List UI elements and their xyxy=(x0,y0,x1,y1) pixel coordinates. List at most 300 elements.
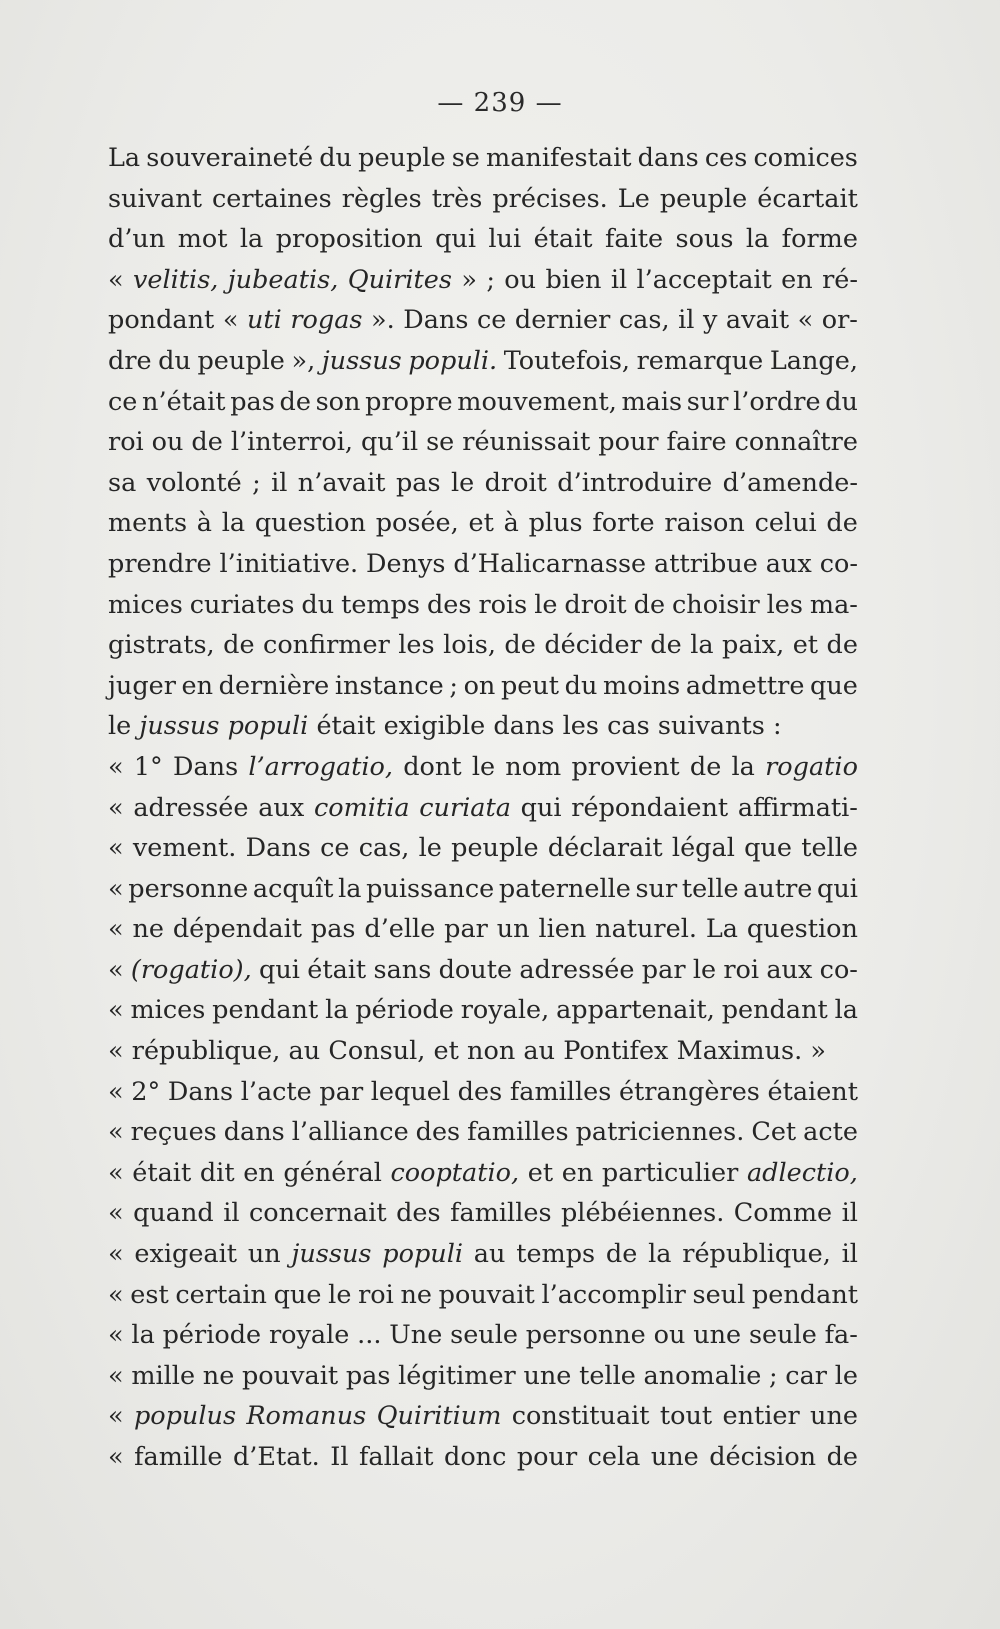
word: il xyxy=(841,1198,858,1229)
word: de xyxy=(826,630,858,661)
word: les xyxy=(562,711,599,742)
word: ou xyxy=(504,264,537,295)
word: le xyxy=(534,589,558,620)
word: raison xyxy=(664,508,745,539)
word: tout xyxy=(659,1401,713,1432)
word: « xyxy=(108,1360,124,1391)
word: l’ordre xyxy=(733,386,821,417)
word: la xyxy=(648,1239,672,1270)
word: et xyxy=(792,630,819,661)
word: la xyxy=(745,224,770,255)
text-line xyxy=(108,585,858,626)
word: sur xyxy=(635,873,678,904)
text-line xyxy=(108,788,858,829)
word: juger xyxy=(108,670,176,701)
word: des xyxy=(426,589,472,620)
word: était xyxy=(307,954,367,985)
word: sans xyxy=(373,954,432,985)
word: par xyxy=(444,914,488,945)
word: « xyxy=(108,1198,124,1229)
word: du xyxy=(825,386,858,417)
word: que xyxy=(273,1279,322,1310)
word: La xyxy=(705,914,738,945)
word: dre xyxy=(108,345,152,376)
word: le xyxy=(418,833,442,864)
word: populi xyxy=(382,1239,463,1270)
word: concernait xyxy=(248,1198,387,1229)
word: acte xyxy=(803,1117,858,1148)
word: peuple xyxy=(451,833,539,864)
word: temps xyxy=(341,589,421,620)
word: « xyxy=(222,305,239,336)
word: dernier xyxy=(514,305,611,336)
text-line xyxy=(108,503,858,544)
word: jussus xyxy=(291,1239,372,1270)
word: royale xyxy=(268,1320,350,1351)
word: La xyxy=(108,143,141,173)
text-line xyxy=(108,747,858,788)
word: qui xyxy=(259,954,300,985)
word: Dans xyxy=(403,305,469,336)
word: l’acceptait xyxy=(636,264,772,295)
word: dépendait xyxy=(172,914,303,945)
word: l’initiative. xyxy=(219,548,359,579)
word: ; xyxy=(449,670,458,701)
word: certain xyxy=(175,1279,267,1310)
word: peuple xyxy=(197,345,285,376)
word: au xyxy=(523,1036,556,1067)
word: il xyxy=(841,1239,858,1270)
word: ... xyxy=(357,1320,382,1351)
word: de xyxy=(223,630,255,661)
word: la xyxy=(834,995,858,1026)
text-line xyxy=(108,219,858,260)
word: particulier xyxy=(601,1157,739,1188)
word: l’alliance xyxy=(291,1117,409,1148)
word: Consul, xyxy=(328,1036,426,1067)
word: constituait xyxy=(511,1401,650,1432)
word: manifestait xyxy=(486,143,632,173)
word: « xyxy=(108,1076,124,1107)
word: qu’il xyxy=(360,427,419,458)
word: qui xyxy=(817,873,858,904)
text-line xyxy=(108,1275,858,1316)
word: instance xyxy=(334,670,444,701)
word: plébéiennes. xyxy=(560,1198,725,1229)
word: il xyxy=(271,467,288,498)
word: faite xyxy=(604,224,664,255)
word: « xyxy=(797,305,814,336)
word: populus xyxy=(133,1401,237,1432)
word: période xyxy=(355,995,454,1026)
text-line xyxy=(108,1396,858,1437)
word: était xyxy=(316,711,376,742)
word: lois, xyxy=(443,630,496,661)
text-line xyxy=(108,950,858,991)
word: en xyxy=(781,264,813,295)
word: paternelle xyxy=(498,873,631,904)
word: l’interroi, xyxy=(230,427,353,458)
word: de xyxy=(633,589,666,620)
word: faire xyxy=(666,427,727,458)
word: puissance xyxy=(366,873,495,904)
word: dernière xyxy=(218,670,330,701)
word: exigeait xyxy=(134,1239,238,1270)
word: ne xyxy=(400,1279,432,1310)
word: pas xyxy=(310,914,356,945)
word: ce xyxy=(476,305,507,336)
word: d’elle xyxy=(364,914,436,945)
word: réunissait xyxy=(462,427,591,458)
text-line xyxy=(108,1112,858,1153)
word: temps xyxy=(516,1239,596,1270)
word: admettre xyxy=(685,670,805,701)
word: roi xyxy=(108,427,144,458)
word: le xyxy=(450,467,475,498)
word: adressée xyxy=(519,954,635,985)
word: attribue xyxy=(654,548,758,579)
word: peuple xyxy=(358,143,446,173)
word: « xyxy=(108,954,124,985)
word: se xyxy=(426,427,455,458)
word: ou xyxy=(151,427,184,458)
word: au xyxy=(288,1036,321,1067)
word: un xyxy=(247,1239,281,1270)
word: en xyxy=(181,670,214,701)
word: pouvait xyxy=(241,1360,339,1391)
word: volonté xyxy=(146,467,242,498)
word: Denys xyxy=(366,548,446,579)
word: était xyxy=(533,224,593,255)
word: décision xyxy=(709,1442,817,1472)
word: familles xyxy=(509,1076,612,1107)
word: aux xyxy=(258,792,305,823)
word: mices xyxy=(130,995,206,1026)
word: du xyxy=(301,589,335,620)
word: période xyxy=(162,1320,262,1351)
word: jubeatis, xyxy=(227,264,339,295)
text-line xyxy=(108,1153,858,1194)
word: nom xyxy=(505,751,562,782)
word: jussus xyxy=(139,711,220,742)
word: aux xyxy=(765,548,812,579)
word: « xyxy=(108,1401,124,1432)
word: populi. xyxy=(408,345,498,376)
word: général xyxy=(283,1157,382,1188)
word: choisir xyxy=(672,589,760,620)
word: curiata xyxy=(419,792,511,823)
word: d’Etat. xyxy=(232,1442,320,1472)
word: donc xyxy=(444,1442,507,1472)
word: Dans xyxy=(245,833,311,864)
word: n’était xyxy=(142,386,226,417)
word: le xyxy=(692,954,717,985)
text-line xyxy=(108,138,858,179)
word: remarque xyxy=(636,345,764,376)
word: « xyxy=(108,1320,124,1351)
word: doute xyxy=(438,954,513,985)
word: seul xyxy=(692,1279,746,1310)
text-line xyxy=(108,422,858,463)
word: dont xyxy=(403,751,462,782)
word: « xyxy=(108,833,124,864)
word: pas xyxy=(230,386,275,417)
word: son xyxy=(315,386,361,417)
word: autre xyxy=(743,873,813,904)
word: telle xyxy=(579,1360,636,1391)
word: était xyxy=(132,1157,192,1188)
word: telle xyxy=(681,873,739,904)
word: la xyxy=(239,224,264,255)
text-line xyxy=(108,1356,858,1397)
word: il xyxy=(678,305,695,336)
page-number: — 239 — xyxy=(437,88,563,118)
text-line xyxy=(108,625,858,666)
word: naturel. xyxy=(595,914,697,945)
word: cas, xyxy=(618,305,670,336)
word: de xyxy=(826,508,858,539)
word: souveraineté xyxy=(146,143,314,173)
word: il xyxy=(610,264,628,295)
word: dans xyxy=(493,711,555,742)
word: forme xyxy=(781,224,858,255)
word: la xyxy=(131,1320,155,1351)
word: comitia xyxy=(313,792,410,823)
word: mouvement, xyxy=(457,386,617,417)
text-line xyxy=(108,544,858,585)
word: légitimer xyxy=(398,1360,516,1391)
word: « xyxy=(108,1279,124,1310)
word: Il xyxy=(330,1442,349,1472)
word: Quirites xyxy=(347,264,452,295)
word: sa xyxy=(108,467,137,498)
word: appartenait, xyxy=(556,995,715,1026)
word: ces xyxy=(704,143,748,173)
word: : xyxy=(773,711,782,742)
body-text xyxy=(108,138,858,1478)
word: », xyxy=(291,345,316,376)
text-line xyxy=(108,909,858,950)
word: lui xyxy=(488,224,522,255)
word: Cet xyxy=(751,1117,797,1148)
word: le xyxy=(328,1279,352,1310)
word: affirmati- xyxy=(737,792,858,823)
word: du xyxy=(319,143,352,173)
word: que xyxy=(810,670,858,701)
word: question xyxy=(254,508,366,539)
text-line xyxy=(108,1072,858,1113)
word: la xyxy=(221,508,246,539)
text-line xyxy=(108,382,858,423)
word: bien xyxy=(545,264,602,295)
word: jussus xyxy=(321,345,402,376)
word: fa- xyxy=(824,1320,858,1351)
word: suivants xyxy=(657,711,765,742)
word: dit xyxy=(199,1157,235,1188)
word: ments xyxy=(108,508,188,539)
word: n’avait xyxy=(297,467,386,498)
word: république, xyxy=(682,1239,831,1270)
word: connaître xyxy=(734,427,858,458)
word: règles xyxy=(341,183,422,214)
word: une xyxy=(523,1360,572,1391)
word: y xyxy=(702,305,718,336)
word: les xyxy=(766,589,803,620)
word: déclarait xyxy=(547,833,663,864)
word: ou xyxy=(653,1320,686,1351)
word: ré- xyxy=(822,264,858,295)
word: question xyxy=(746,914,858,945)
word: en xyxy=(243,1157,275,1188)
word: écartait xyxy=(757,183,858,214)
word: plus xyxy=(528,508,583,539)
word: le xyxy=(108,711,132,742)
word: propre xyxy=(365,386,453,417)
word: sous xyxy=(675,224,734,255)
word: seule xyxy=(450,1320,518,1351)
word: Pontifex xyxy=(563,1036,669,1067)
word: acquît xyxy=(252,873,334,904)
word: pendant xyxy=(751,1279,858,1310)
text-line xyxy=(108,463,858,504)
word: du xyxy=(564,670,598,701)
word: Le xyxy=(617,183,650,214)
word: co- xyxy=(819,548,858,579)
word: dans xyxy=(223,1117,285,1148)
word: peuple xyxy=(659,183,748,214)
word: par xyxy=(319,1076,364,1107)
word: peut xyxy=(500,670,560,701)
word: anomalie xyxy=(643,1360,762,1391)
word: « xyxy=(108,1157,124,1188)
word: étaient xyxy=(767,1076,858,1107)
word: pendant xyxy=(212,995,319,1026)
word: suivant xyxy=(108,183,202,214)
word: confirmer xyxy=(263,630,390,661)
word: ; xyxy=(252,467,261,498)
word: cela xyxy=(587,1442,641,1472)
word: paix, xyxy=(722,630,785,661)
text-line xyxy=(108,300,858,341)
word: cas, xyxy=(358,833,410,864)
text-line xyxy=(108,1437,858,1478)
text-line xyxy=(108,179,858,220)
word: or- xyxy=(821,305,858,336)
word: mais xyxy=(621,386,683,417)
word: à xyxy=(503,508,519,539)
text-line xyxy=(108,828,858,869)
word: de xyxy=(504,630,536,661)
word: et xyxy=(527,1157,554,1188)
word: cas xyxy=(607,711,650,742)
word: qui xyxy=(520,792,562,823)
word: rogas xyxy=(290,305,363,336)
text-line xyxy=(108,341,858,382)
word: lequel xyxy=(370,1076,451,1107)
word: de xyxy=(605,1239,638,1270)
word: par xyxy=(641,954,686,985)
text-line xyxy=(108,990,858,1031)
word: velitis, xyxy=(132,264,219,295)
word: adlectio, xyxy=(746,1157,858,1188)
word: personne xyxy=(128,873,249,904)
word: en xyxy=(561,1157,594,1188)
word: « xyxy=(108,1239,124,1270)
word: celui xyxy=(754,508,817,539)
word: le xyxy=(471,751,496,782)
word: « xyxy=(108,264,124,295)
word: d’amende- xyxy=(722,467,858,498)
word: populi xyxy=(227,711,309,742)
word: curiates xyxy=(189,589,295,620)
word: le xyxy=(834,1360,858,1391)
word: pour xyxy=(516,1442,578,1472)
word: moins xyxy=(603,670,681,701)
word: personne xyxy=(525,1320,646,1351)
word: reçues xyxy=(130,1117,217,1148)
word: « xyxy=(108,751,124,782)
word: exigible xyxy=(383,711,486,742)
text-line xyxy=(108,1315,858,1356)
word: ; xyxy=(769,1360,778,1391)
word: et xyxy=(468,508,494,539)
word: décider xyxy=(544,630,642,661)
text-line xyxy=(108,1193,858,1234)
text-line xyxy=(108,1031,858,1072)
word: ce xyxy=(320,833,350,864)
word: des xyxy=(396,1198,441,1229)
word: telle xyxy=(801,833,858,864)
word: 1° xyxy=(133,751,163,782)
word: royale, xyxy=(460,995,550,1026)
word: lien xyxy=(538,914,587,945)
word: ». xyxy=(371,305,395,336)
word: pendant xyxy=(721,995,828,1026)
word: provient xyxy=(571,751,680,782)
word: les xyxy=(398,630,435,661)
word: légal xyxy=(671,833,735,864)
word: un xyxy=(496,914,530,945)
word: Dans xyxy=(167,1076,234,1107)
word: proposition xyxy=(275,224,423,255)
word: se xyxy=(451,143,480,173)
word: famille xyxy=(134,1442,223,1472)
word: étrangères xyxy=(618,1076,760,1107)
word: roi xyxy=(358,1279,394,1310)
word: ne xyxy=(132,914,164,945)
text-line xyxy=(108,869,858,910)
word: de xyxy=(279,386,311,417)
word: uti xyxy=(246,305,282,336)
word: rois xyxy=(478,589,528,620)
word: très xyxy=(431,183,483,214)
word: roi xyxy=(723,954,760,985)
text-line xyxy=(108,706,858,747)
word: de xyxy=(650,630,682,661)
word: la xyxy=(690,630,714,661)
word: aux xyxy=(766,954,813,985)
word: « xyxy=(108,1117,124,1148)
word: on xyxy=(463,670,496,701)
word: pas xyxy=(345,1360,391,1391)
word: certaines xyxy=(211,183,332,214)
text-line xyxy=(108,666,858,707)
word: à xyxy=(196,508,212,539)
word: droit xyxy=(484,467,547,498)
word: Comme xyxy=(733,1198,833,1229)
word: Quiritium xyxy=(376,1401,502,1432)
word: une xyxy=(810,1401,858,1432)
